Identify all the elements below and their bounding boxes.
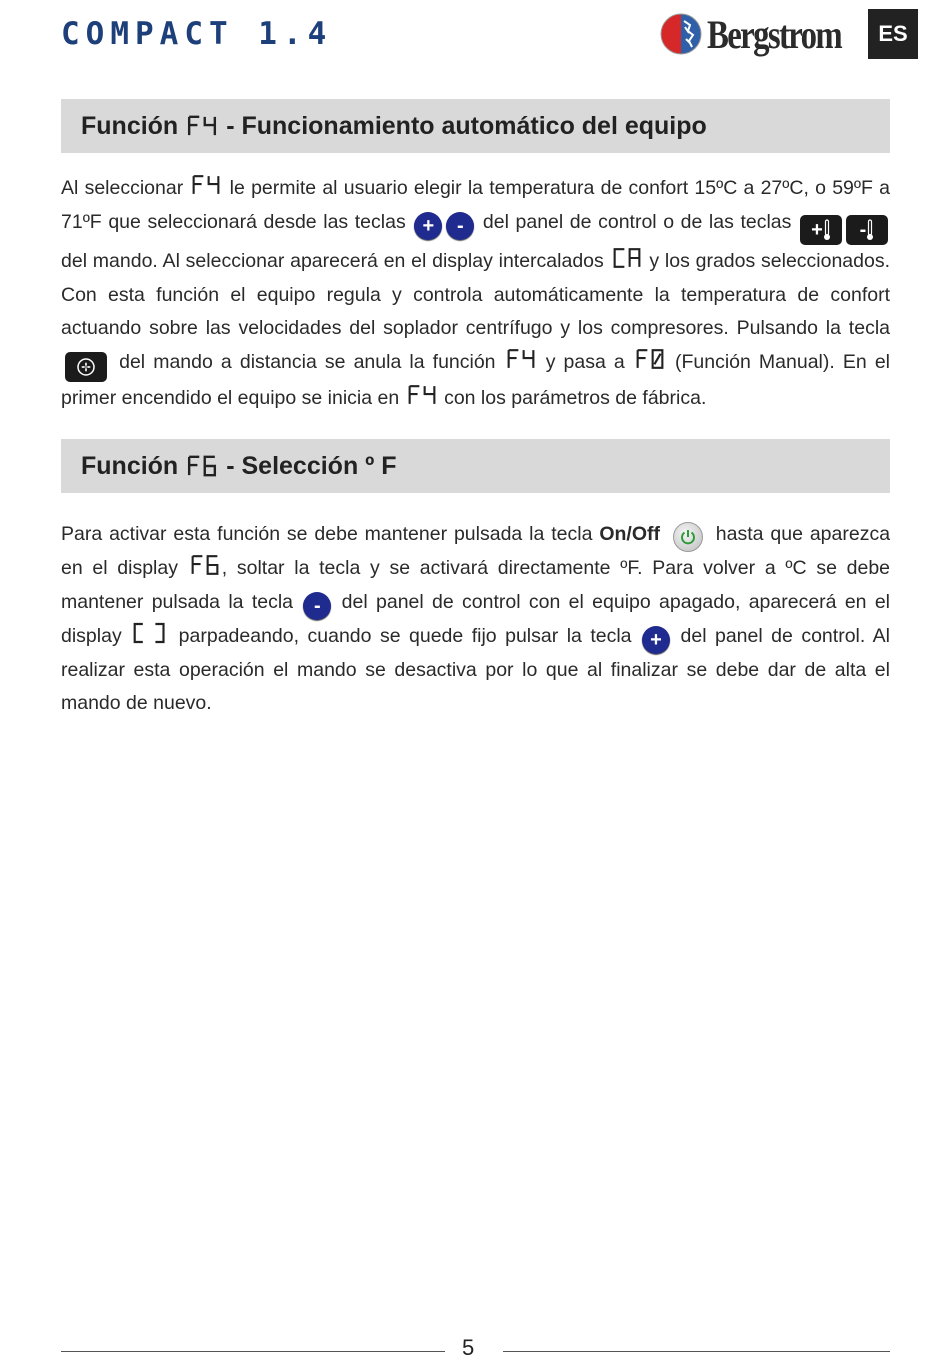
plus-button-icon: + [414,212,442,240]
page-number: 5 [462,1335,475,1360]
text-run: Al seleccionar [61,177,184,199]
section-f4-paragraph [61,172,890,415]
remote-minus-thermometer-icon: - [846,215,888,245]
remote-plus-thermometer-icon: + [800,215,842,245]
text-run: del mando. Al seleccionar aparecerá en el display intercalados [61,250,604,273]
segment-f4-icon [506,348,536,370]
heading-prefix: Función [81,111,179,140]
text-run: (Función Manual). En el primer encendido el equipo se inicia en [61,350,890,409]
heading-suffix: - Funcionamiento automático del equipo [226,111,707,140]
document-title: COMPACT 1.4 [61,16,333,52]
segment-f4-icon [191,174,221,196]
segment-celsius-icon [132,622,168,644]
text-run: del mando a distancia se anula la función [119,350,496,373]
segment-f6-icon [186,455,218,477]
segment-ca-icon [612,247,642,269]
section-f6-paragraph [61,518,890,721]
text-run: y los grados seleccionados. Con esta función el equipo regula y controla automáticamente la temperatura de confort actuando sobre las velocidades del soplador centrífugo y los compresores. Pulsando la tecla [61,250,891,340]
heading-suffix: - Selección º F [226,451,397,480]
text-run: , soltar la tecla y se activará directamente ºF. Para volver a ºC se debe mantener pulsada la tecla [61,557,891,613]
segment-f6-icon [190,554,220,576]
text-run: del panel de control con el equipo apagado, aparecerá en el display [61,590,891,647]
plus-button-icon: + [642,626,670,654]
fan-icon [65,352,107,382]
heading-prefix: Función [81,451,179,480]
text-run: del panel de control. Al realizar esta operación el mando se desactiva por lo que al finalizar se debe dar de alta el mando de nuevo. [61,624,891,714]
power-icon [673,522,703,552]
text-run: del panel de control o de las teclas [482,210,792,233]
text-run: le permite al usuario elegir la temperatura de confort 15ºC a 27ºC, o 59ºF a 71ºF que seleccionará desde las teclas [61,177,890,233]
bergstrom-logo [660,10,870,58]
text-run: y pasa a [545,350,625,373]
segment-f4-icon [407,384,437,406]
language-badge: ES [868,9,918,59]
segment-f0-icon [635,348,665,370]
globe-icon [660,13,702,55]
text-run: con los parámetros de fábrica. [444,386,707,409]
footer-rule-left [61,1351,445,1352]
minus-button-icon: - [446,212,474,240]
brand-name: Bergstrom [707,11,842,57]
text-run: hasta que aparezca en el display [61,523,891,579]
segment-f4-icon [186,115,218,137]
text-run: parpadeando, cuando se quede fijo pulsar la tecla [178,624,632,647]
minus-button-icon: - [303,592,331,620]
footer-rule-right [503,1351,890,1352]
section-f6-heading [61,439,890,493]
text-run: Para activar esta función se debe mantener pulsada la tecla [61,523,593,545]
onoff-label: On/Off [599,523,660,545]
section-f4-heading [61,99,890,153]
